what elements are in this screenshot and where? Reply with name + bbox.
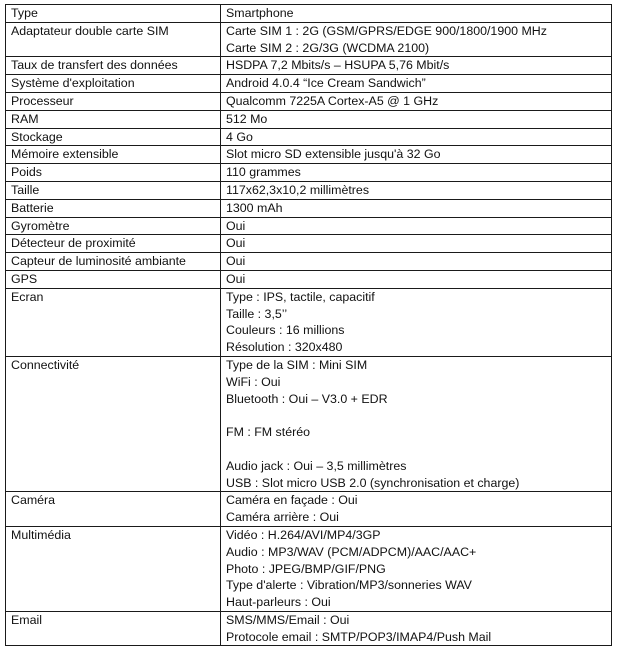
spec-value — [221, 110, 612, 128]
spec-value-line: WiFi : Oui — [226, 374, 281, 389]
spec-row — [6, 217, 612, 235]
spec-row — [6, 164, 612, 182]
spec-value — [221, 181, 612, 199]
spec-row — [6, 356, 612, 491]
spec-value — [221, 611, 612, 646]
spec-row — [6, 253, 612, 271]
spec-value-line: 1300 mAh — [226, 200, 283, 215]
spec-value-line: USB : Slot micro USB 2.0 (synchronisation et charge) — [226, 475, 520, 490]
spec-table — [5, 4, 612, 646]
spec-value-line: Audio : MP3/WAV (PCM/ADPCM)/AAC/AAC+ — [226, 544, 477, 559]
spec-row — [6, 235, 612, 253]
spec-label: Système d'exploitation — [6, 75, 221, 93]
spec-label: RAM — [6, 110, 221, 128]
spec-row — [6, 22, 612, 57]
spec-value — [221, 199, 612, 217]
spec-value-line: Résolution : 320x480 — [226, 340, 343, 355]
spec-value-line: Oui — [226, 271, 246, 286]
spec-value-line: Oui — [226, 254, 246, 269]
spec-value-blank-line — [226, 441, 606, 458]
spec-value — [221, 164, 612, 182]
spec-label: Taille — [6, 181, 221, 199]
spec-value-line: Android 4.0.4 “Ice Cream Sandwich” — [226, 76, 426, 91]
spec-value-line: Slot micro SD extensible jusqu'à 32 Go — [226, 147, 441, 162]
spec-row — [6, 492, 612, 527]
spec-label: Capteur de luminosité ambiante — [6, 253, 221, 271]
spec-row — [6, 526, 612, 611]
spec-value — [221, 253, 612, 271]
spec-value-line: Vidéo : H.264/AVI/MP4/3GP — [226, 527, 381, 542]
spec-label: Caméra — [6, 492, 221, 527]
spec-value-line: 512 Mo — [226, 111, 268, 126]
spec-value-line: Taille : 3,5’’ — [226, 306, 288, 321]
spec-label: Détecteur de proximité — [6, 235, 221, 253]
spec-label: Type — [6, 5, 221, 23]
spec-label: Ecran — [6, 288, 221, 356]
spec-value-line: HSDPA 7,2 Mbits/s – HSUPA 5,76 Mbit/s — [226, 58, 450, 73]
spec-value-line: FM : FM stéréo — [226, 425, 310, 440]
spec-label: Multimédia — [6, 526, 221, 611]
spec-row — [6, 270, 612, 288]
spec-value-line: Smartphone — [226, 6, 294, 20]
spec-value — [221, 270, 612, 288]
spec-value-line: Audio jack : Oui – 3,5 millimètres — [226, 458, 407, 473]
spec-value — [221, 5, 612, 23]
spec-label: Connectivité — [6, 356, 221, 491]
spec-value-line: Photo : JPEG/BMP/GIF/PNG — [226, 561, 386, 576]
spec-value — [221, 22, 612, 57]
spec-label: Poids — [6, 164, 221, 182]
spec-value-line: Carte SIM 1 : 2G (GSM/GPRS/EDGE 900/1800/1900 MHz — [226, 23, 547, 38]
spec-value-line: 110 grammes — [226, 165, 301, 180]
spec-value — [221, 217, 612, 235]
spec-row — [6, 110, 612, 128]
spec-value-line: Type de la SIM : Mini SIM — [226, 357, 368, 372]
spec-value-line: Haut-parleurs : Oui — [226, 595, 331, 610]
spec-row — [6, 199, 612, 217]
spec-label: Gyromètre — [6, 217, 221, 235]
spec-value-blank-line — [226, 407, 606, 424]
spec-value — [221, 288, 612, 356]
spec-row — [6, 57, 612, 75]
spec-value — [221, 128, 612, 146]
spec-row — [6, 288, 612, 356]
spec-label: Taux de transfert des données — [6, 57, 221, 75]
spec-table-body — [6, 5, 612, 646]
spec-value-line: Oui — [226, 218, 246, 233]
spec-value-line: Type d'alerte : Vibration/MP3/sonneries WAV — [226, 578, 472, 593]
spec-value-line: SMS/MMS/Email : Oui — [226, 612, 350, 627]
spec-label: Email — [6, 611, 221, 646]
spec-label: Stockage — [6, 128, 221, 146]
spec-value-line: Caméra arrière : Oui — [226, 510, 339, 525]
spec-label: Processeur — [6, 92, 221, 110]
spec-row — [6, 611, 612, 646]
spec-value-line: 4 Go — [226, 129, 253, 144]
spec-value — [221, 92, 612, 110]
spec-value-line: Protocole email : SMTP/POP3/IMAP4/Push Mail — [226, 629, 492, 644]
spec-value-line: Oui — [226, 236, 246, 251]
spec-row — [6, 146, 612, 164]
spec-value-line: 117x62,3x10,2 millimètres — [226, 182, 370, 197]
spec-value — [221, 235, 612, 253]
spec-value — [221, 57, 612, 75]
spec-value — [221, 75, 612, 93]
spec-value — [221, 492, 612, 527]
spec-row — [6, 181, 612, 199]
spec-row — [6, 128, 612, 146]
spec-value-line: Couleurs : 16 millions — [226, 323, 345, 338]
spec-value — [221, 146, 612, 164]
spec-label: Mémoire extensible — [6, 146, 221, 164]
spec-value-line: Bluetooth : Oui – V3.0 + EDR — [226, 391, 388, 406]
spec-label: GPS — [6, 270, 221, 288]
spec-value-line: Carte SIM 2 : 2G/3G (WCDMA 2100) — [226, 40, 430, 55]
spec-value — [221, 356, 612, 491]
spec-value-line: Caméra en façade : Oui — [226, 493, 358, 508]
spec-label: Batterie — [6, 199, 221, 217]
spec-row — [6, 5, 612, 23]
spec-value-line: Qualcomm 7225A Cortex-A5 @ 1 GHz — [226, 93, 439, 108]
spec-row — [6, 92, 612, 110]
spec-row — [6, 75, 612, 93]
spec-label: Adaptateur double carte SIM — [6, 22, 221, 57]
spec-value — [221, 526, 612, 611]
spec-value-line: Type : IPS, tactile, capacitif — [226, 289, 375, 304]
